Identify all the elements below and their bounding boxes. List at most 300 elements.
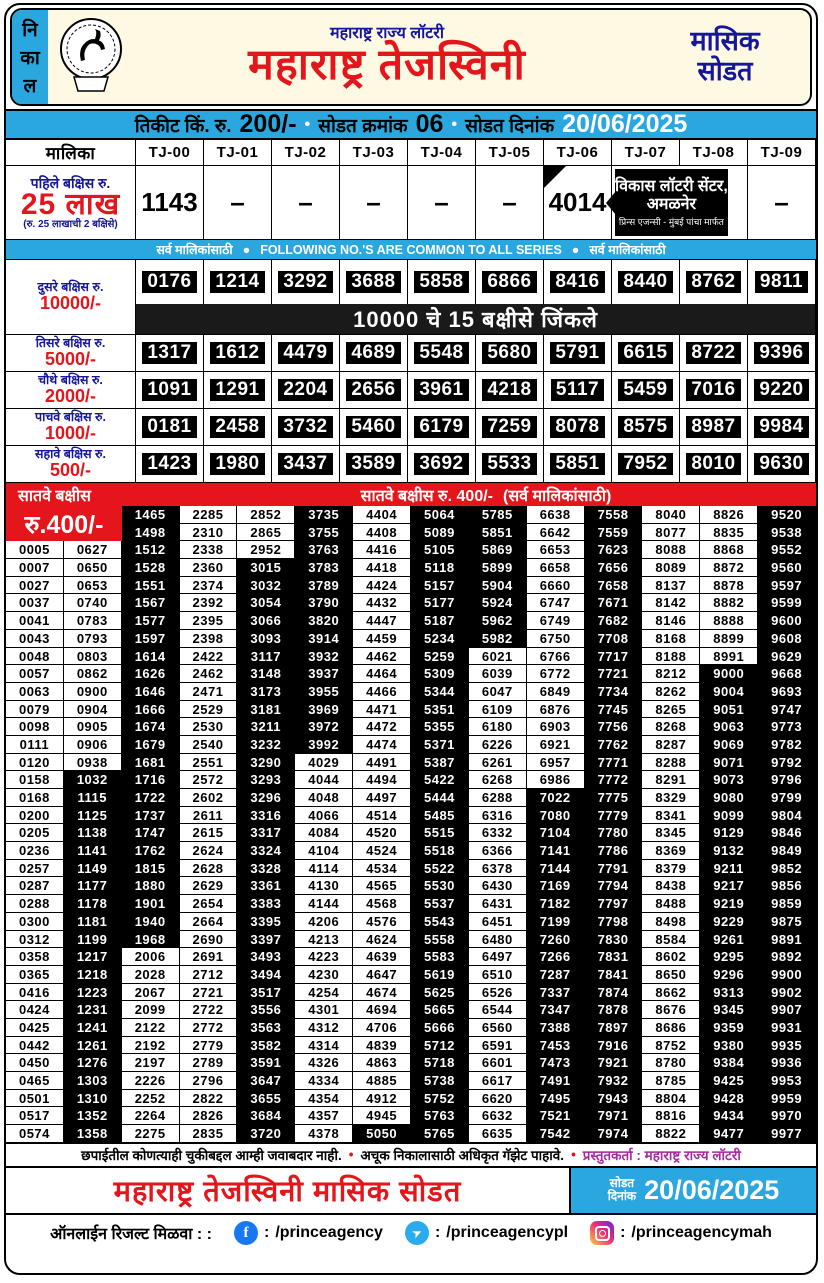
- number-cell: 3589: [340, 446, 408, 483]
- bullet: •: [304, 115, 311, 133]
- number-cell: 0181: [136, 409, 204, 446]
- grid-cell: 9846: [758, 824, 816, 842]
- grid-cell: 3148: [237, 665, 295, 683]
- grid-cell: 1241: [64, 1019, 122, 1037]
- grid-cell: 2551: [180, 754, 238, 772]
- grid-cell: 1577: [122, 612, 180, 630]
- prize-row-sixth: [6, 446, 816, 483]
- grid-cell: 0574: [6, 1125, 64, 1143]
- grid-cell: 6226: [469, 736, 527, 754]
- first-prize-label-line1: पहिले बक्षिस रु.: [30, 174, 111, 191]
- grid-cell: 9936: [758, 1054, 816, 1072]
- grid-cell: 9428: [700, 1090, 758, 1108]
- grid-cell: 3015: [237, 559, 295, 577]
- grid-cell: 9970: [758, 1107, 816, 1125]
- winner-shop-name: विकास लॉटरी सेंटर,: [615, 177, 728, 195]
- grid-cell: 7521: [527, 1107, 585, 1125]
- lottery-title: महाराष्ट्र तेजस्विनी: [248, 40, 526, 89]
- grid-cell: 7717: [585, 648, 643, 666]
- grid-cell: 4084: [295, 824, 353, 842]
- grid-cell: 2374: [180, 577, 238, 595]
- grid-cell: 1276: [64, 1054, 122, 1072]
- grid-cell: 6180: [469, 718, 527, 736]
- seventh-prize-band-text: [156, 484, 816, 506]
- grid-cell: 0079: [6, 701, 64, 719]
- grid-cell: 8369: [642, 842, 700, 860]
- grid-cell: 2028: [122, 966, 180, 984]
- bullet: •: [451, 115, 458, 133]
- grid-cell: 5537: [411, 895, 469, 913]
- number-cell: 9220: [748, 372, 816, 409]
- grid-cell: 0205: [6, 824, 64, 842]
- grid-cell: 5355: [411, 718, 469, 736]
- grid-cell: 9313: [700, 984, 758, 1002]
- grid-cell: 4048: [295, 789, 353, 807]
- prize-row-fourth: [6, 372, 816, 409]
- grid-cell: 9892: [758, 948, 816, 966]
- grid-cell: 1498: [122, 524, 180, 542]
- grid-cell: 4044: [295, 771, 353, 789]
- grid-cell: 4524: [353, 842, 411, 860]
- grid-cell: 7780: [585, 824, 643, 842]
- number-cell: 1612: [204, 335, 272, 372]
- grid-cell: 1178: [64, 895, 122, 913]
- grid-cell: 3992: [295, 736, 353, 754]
- grid-cell: 8662: [642, 984, 700, 1002]
- grid-cell: 2628: [180, 860, 238, 878]
- grid-cell: 3969: [295, 701, 353, 719]
- grid-cell: 5619: [411, 966, 469, 984]
- grid-column: [295, 506, 353, 1143]
- grid-cell: 1666: [122, 701, 180, 719]
- number-cell: 5548: [408, 335, 476, 372]
- grid-cell: 0288: [6, 895, 64, 913]
- grid-column: [353, 506, 411, 1143]
- grid-cell: 2722: [180, 1001, 238, 1019]
- grid-cell: 4863: [353, 1054, 411, 1072]
- grid-cell: 5344: [411, 683, 469, 701]
- grid-cell: 2285: [180, 506, 238, 524]
- bullet: ●: [571, 242, 580, 257]
- grid-cell: 9000: [700, 665, 758, 683]
- series-cell: TJ-04: [408, 140, 476, 166]
- grid-cell: 2226: [122, 1072, 180, 1090]
- grid-cell: 3066: [237, 612, 295, 630]
- number-cell: 1980: [204, 446, 272, 483]
- series-row: [6, 140, 816, 166]
- grid-cell: 7771: [585, 754, 643, 772]
- grid-cell: 0158: [6, 771, 64, 789]
- grid-cell: 8379: [642, 860, 700, 878]
- grid-cell: 2602: [180, 789, 238, 807]
- grid-cell: 3211: [237, 718, 295, 736]
- grid-cell: 9931: [758, 1019, 816, 1037]
- number-cell: 4479: [272, 335, 340, 372]
- grid-cell: 3563: [237, 1019, 295, 1037]
- grid-cell: 4130: [295, 877, 353, 895]
- prize-label: चौथे बक्षिस रु. 2000/-: [6, 372, 136, 409]
- grid-cell: 7658: [585, 577, 643, 595]
- grid-cell: 9538: [758, 524, 816, 542]
- grid-cell: 3397: [237, 931, 295, 949]
- grid-cell: 8142: [642, 594, 700, 612]
- grid-cell: 8826: [700, 506, 758, 524]
- number-cell: 5460: [340, 409, 408, 446]
- number-cell: 5851: [544, 446, 612, 483]
- grid-cell: 2615: [180, 824, 238, 842]
- grid-cell: 8212: [642, 665, 700, 683]
- grid-cell: 1223: [64, 984, 122, 1002]
- grid-cell: 8498: [642, 913, 700, 931]
- grid-cell: 3914: [295, 630, 353, 648]
- grid-cell: 1762: [122, 842, 180, 860]
- grid-cell: 1674: [122, 718, 180, 736]
- grid-cell: 5371: [411, 736, 469, 754]
- grid-cell: 5625: [411, 984, 469, 1002]
- grid-cell: 2721: [180, 984, 238, 1002]
- grid-cell: 8188: [642, 648, 700, 666]
- grid-cell: 8878: [700, 577, 758, 595]
- grid-cell: 4624: [353, 931, 411, 949]
- grid-cell: 1551: [122, 577, 180, 595]
- grid-cell: 3361: [237, 877, 295, 895]
- grid-column: [758, 506, 816, 1143]
- grid-cell: 3684: [237, 1107, 295, 1125]
- grid-cell: 1626: [122, 665, 180, 683]
- grid-cell: 2529: [180, 701, 238, 719]
- grid-cell: 1358: [64, 1125, 122, 1143]
- grid-cell: 6921: [527, 736, 585, 754]
- grid-cell: 4459: [353, 630, 411, 648]
- grid-cell: 2712: [180, 966, 238, 984]
- grid-cell: 8650: [642, 966, 700, 984]
- grid-cell: 6632: [469, 1107, 527, 1125]
- grid-cell: 7772: [585, 771, 643, 789]
- grid-cell: 1722: [122, 789, 180, 807]
- grid-cell: 4639: [353, 948, 411, 966]
- disclaimer: [6, 1144, 816, 1168]
- grid-cell: 0041: [6, 612, 64, 630]
- grid-cell: 7559: [585, 524, 643, 542]
- grid-cell: 2192: [122, 1037, 180, 1055]
- grid-cell: 4534: [353, 860, 411, 878]
- grid-cell: 3173: [237, 683, 295, 701]
- grid-cell: 9051: [700, 701, 758, 719]
- grid-cell: 3755: [295, 524, 353, 542]
- lottery-logo: [48, 10, 134, 104]
- series-cell: TJ-02: [272, 140, 340, 166]
- grid-cell: 9875: [758, 913, 816, 931]
- grid-cell: 2392: [180, 594, 238, 612]
- grid-cell: 9380: [700, 1037, 758, 1055]
- grid-cell: 9668: [758, 665, 816, 683]
- grid-cell: 4213: [295, 931, 353, 949]
- grid-cell: 2006: [122, 948, 180, 966]
- grid-cell: 7775: [585, 789, 643, 807]
- grid-cell: 9597: [758, 577, 816, 595]
- grid-cell: 2471: [180, 683, 238, 701]
- grid-cell: 9296: [700, 966, 758, 984]
- number-cell: 5791: [544, 335, 612, 372]
- grid-cell: 8287: [642, 736, 700, 754]
- grid-cell: 6903: [527, 718, 585, 736]
- grid-cell: 9004: [700, 683, 758, 701]
- draw-type-line2: सोडत: [697, 56, 753, 86]
- grid-cell: 0236: [6, 842, 64, 860]
- grid-cell: 4230: [295, 966, 353, 984]
- grid-cell: 7779: [585, 807, 643, 825]
- prize-label: सहावे बक्षिस रु. 500/-: [6, 446, 136, 483]
- header: [10, 8, 812, 106]
- grid-cell: 1716: [122, 771, 180, 789]
- grid-cell: 4674: [353, 984, 411, 1002]
- grid-cell: 0862: [64, 665, 122, 683]
- grid-cell: 2099: [122, 1001, 180, 1019]
- grid-cell: 7721: [585, 665, 643, 683]
- grid-cell: 5177: [411, 594, 469, 612]
- grid-cell: 9953: [758, 1072, 816, 1090]
- online-result-label: ऑनलाईन रिजल्ट मिळवा : :: [50, 1226, 212, 1244]
- grid-column: [411, 506, 469, 1143]
- grid-cell: 9071: [700, 754, 758, 772]
- number-cell: 8575: [612, 409, 680, 446]
- grid-cell: 4565: [353, 877, 411, 895]
- grid-cell: 4471: [353, 701, 411, 719]
- grid-cell: 6747: [527, 594, 585, 612]
- grid-cell: 2275: [122, 1125, 180, 1143]
- grid-cell: 7287: [527, 966, 585, 984]
- grid-cell: 3720: [237, 1125, 295, 1143]
- grid-cell: 9977: [758, 1125, 816, 1143]
- grid-cell: 4474: [353, 736, 411, 754]
- grid-cell: 0627: [64, 541, 122, 559]
- grid-cell: 7762: [585, 736, 643, 754]
- grid-cell: 9599: [758, 594, 816, 612]
- common-strip-right: सर्व मालिकांसाठी: [589, 243, 666, 257]
- grid-cell: 5351: [411, 701, 469, 719]
- grid-cell: 4354: [295, 1090, 353, 1108]
- grid-cell: 9359: [700, 1019, 758, 1037]
- social-item[interactable]: f : /princeagency: [234, 1221, 383, 1245]
- grid-cell: 7144: [527, 860, 585, 878]
- grid-cell: 2462: [180, 665, 238, 683]
- grid-cell: 3032: [237, 577, 295, 595]
- grid-cell: 6316: [469, 807, 527, 825]
- grid-cell: 1218: [64, 966, 122, 984]
- grid-cell: 8077: [642, 524, 700, 542]
- grid-cell: 8991: [700, 648, 758, 666]
- grid-cell: 9900: [758, 966, 816, 984]
- grid-cell: 6526: [469, 984, 527, 1002]
- grid-cell: 5089: [411, 524, 469, 542]
- grid-cell: 4576: [353, 913, 411, 931]
- grid-cell: 4466: [353, 683, 411, 701]
- grid-cell: 1261: [64, 1037, 122, 1055]
- grid-cell: 0905: [64, 718, 122, 736]
- grid-cell: 1141: [64, 842, 122, 860]
- grid-cell: 1217: [64, 948, 122, 966]
- grid-cell: 1880: [122, 877, 180, 895]
- grid-cell: 8816: [642, 1107, 700, 1125]
- grid-cell: 6642: [527, 524, 585, 542]
- grid-cell: 1231: [64, 1001, 122, 1019]
- grid-cell: 0358: [6, 948, 64, 966]
- grid-cell: 4694: [353, 1001, 411, 1019]
- seventh-prize-band: [6, 483, 816, 506]
- grid-cell: 3493: [237, 948, 295, 966]
- grid-cell: 6766: [527, 648, 585, 666]
- draw-type-line1: मासिक: [690, 26, 760, 57]
- grid-cell: 6658: [527, 559, 585, 577]
- seventh-prize-amount-box: रु.400/-: [6, 506, 122, 541]
- grid-cell: 1597: [122, 630, 180, 648]
- grid-cell: 1512: [122, 541, 180, 559]
- grid-cell: 9099: [700, 807, 758, 825]
- grid-cell: 9073: [700, 771, 758, 789]
- grid-cell: 8872: [700, 559, 758, 577]
- number-cell: 7259: [476, 409, 544, 446]
- grid-cell: 3296: [237, 789, 295, 807]
- draw-date: 20/06/2025: [562, 110, 688, 138]
- grid-cell: 0442: [6, 1037, 64, 1055]
- grid-cell: 2664: [180, 913, 238, 931]
- grid-cell: 0287: [6, 877, 64, 895]
- grid-cell: 9434: [700, 1107, 758, 1125]
- first-prize-label: [6, 166, 136, 240]
- social-item[interactable]: : /princeagencymah: [590, 1221, 772, 1245]
- grid-cell: 1303: [64, 1072, 122, 1090]
- bullet: •: [571, 1147, 576, 1163]
- grid-cell: 5763: [411, 1107, 469, 1125]
- grid-cell: 3820: [295, 612, 353, 630]
- grid-cell: 3395: [237, 913, 295, 931]
- number-cell: 0176: [136, 260, 204, 304]
- social-handle: /princeagencymah: [631, 1224, 772, 1242]
- grid-cell: 6601: [469, 1054, 527, 1072]
- grid-cell: 5522: [411, 860, 469, 878]
- grid-cell: 9782: [758, 736, 816, 754]
- grid-cell: 9520: [758, 506, 816, 524]
- grid-cell: 0424: [6, 1001, 64, 1019]
- grid-cell: 9560: [758, 559, 816, 577]
- grid-cell: 3735: [295, 506, 353, 524]
- grid-cell: 1352: [64, 1107, 122, 1125]
- grid-cell: 2624: [180, 842, 238, 860]
- grid-cell: 3181: [237, 701, 295, 719]
- number-cell: 3688: [340, 260, 408, 304]
- grid-cell: 7974: [585, 1125, 643, 1143]
- number-cell: 9984: [748, 409, 816, 446]
- grid-cell: 9063: [700, 718, 758, 736]
- grid-cell: 7831: [585, 948, 643, 966]
- grid-cell: 3117: [237, 648, 295, 666]
- grid-cell: 6451: [469, 913, 527, 931]
- grid-cell: 7558: [585, 506, 643, 524]
- grid-cell: 4301: [295, 1001, 353, 1019]
- grid-cell: 0048: [6, 648, 64, 666]
- number-cell: 8762: [680, 260, 748, 304]
- grid-cell: 8804: [642, 1090, 700, 1108]
- grid-cell: 0057: [6, 665, 64, 683]
- grid-cell: 9217: [700, 877, 758, 895]
- grid-cell: 4104: [295, 842, 353, 860]
- grid-cell: 9902: [758, 984, 816, 1002]
- instagram-icon: [590, 1221, 614, 1245]
- lottery-result-sheet: [4, 3, 818, 1275]
- grid-cell: 4447: [353, 612, 411, 630]
- grid-cell: 5665: [411, 1001, 469, 1019]
- footer-title: महाराष्ट्र तेजस्विनी मासिक सोडत: [113, 1175, 462, 1208]
- grid-cell: 0501: [6, 1090, 64, 1108]
- grid-cell: 3232: [237, 736, 295, 754]
- grid-cell: 2952: [237, 541, 295, 559]
- grid-cell: 7388: [527, 1019, 585, 1037]
- grid-cell: 6957: [527, 754, 585, 772]
- series-label: मालिका: [6, 140, 136, 166]
- grid-cell: 5259: [411, 648, 469, 666]
- social-item[interactable]: ➤ : /princeagencypl: [405, 1221, 568, 1245]
- grid-cell: 4520: [353, 824, 411, 842]
- first-prize-label-line3: (रु. 25 लाखाची 2 बक्षिसे): [23, 218, 118, 230]
- grid-cell: 8676: [642, 1001, 700, 1019]
- number-cell: 8722: [680, 335, 748, 372]
- grid-cell: 1199: [64, 931, 122, 949]
- grid-cell: 4497: [353, 789, 411, 807]
- grid-cell: 2835: [180, 1125, 238, 1143]
- grid-cell: 1177: [64, 877, 122, 895]
- grid-cell: 7797: [585, 895, 643, 913]
- grid-cell: 8341: [642, 807, 700, 825]
- disclaimer-part2: अचूक निकालासाठी अधिकृत गॅझेट पाहावे.: [360, 1147, 565, 1163]
- grid-cell: 5869: [469, 541, 527, 559]
- grid-cell: 9792: [758, 754, 816, 772]
- grid-cell: 2122: [122, 1019, 180, 1037]
- grid-cell: 4066: [295, 807, 353, 825]
- grid-cell: 6047: [469, 683, 527, 701]
- grid-cell: 6039: [469, 665, 527, 683]
- grid-cell: 6591: [469, 1037, 527, 1055]
- series-cell: TJ-01: [204, 140, 272, 166]
- grid-cell: 7745: [585, 701, 643, 719]
- grid-cell: 5422: [411, 771, 469, 789]
- grid-cell: 5543: [411, 913, 469, 931]
- grid-cell: 8146: [642, 612, 700, 630]
- grid-cell: 1528: [122, 559, 180, 577]
- grid-cell: 7943: [585, 1090, 643, 1108]
- grid-cell: 7897: [585, 1019, 643, 1037]
- grid-cell: 3556: [237, 1001, 295, 1019]
- footer-date-label-line2: दिनांक: [607, 1189, 637, 1204]
- grid-cell: 8488: [642, 895, 700, 913]
- grid-cell: 6617: [469, 1072, 527, 1090]
- grid-cell: 0803: [64, 648, 122, 666]
- grid-cell: 7756: [585, 718, 643, 736]
- grid-cell: 4945: [353, 1107, 411, 1125]
- grid-cell: 3290: [237, 754, 295, 772]
- grid-cell: 2310: [180, 524, 238, 542]
- first-prize-dash: –: [340, 166, 408, 240]
- grid-cell: 9080: [700, 789, 758, 807]
- grid-cell: 2779: [180, 1037, 238, 1055]
- grid-cell: 9129: [700, 824, 758, 842]
- grid-cell: 5718: [411, 1054, 469, 1072]
- grid-cell: 5904: [469, 577, 527, 595]
- number-cell: 8987: [680, 409, 748, 446]
- grid-cell: 3789: [295, 577, 353, 595]
- grid-cell: 3647: [237, 1072, 295, 1090]
- grid-cell: 6431: [469, 895, 527, 913]
- grid-cell: 9608: [758, 630, 816, 648]
